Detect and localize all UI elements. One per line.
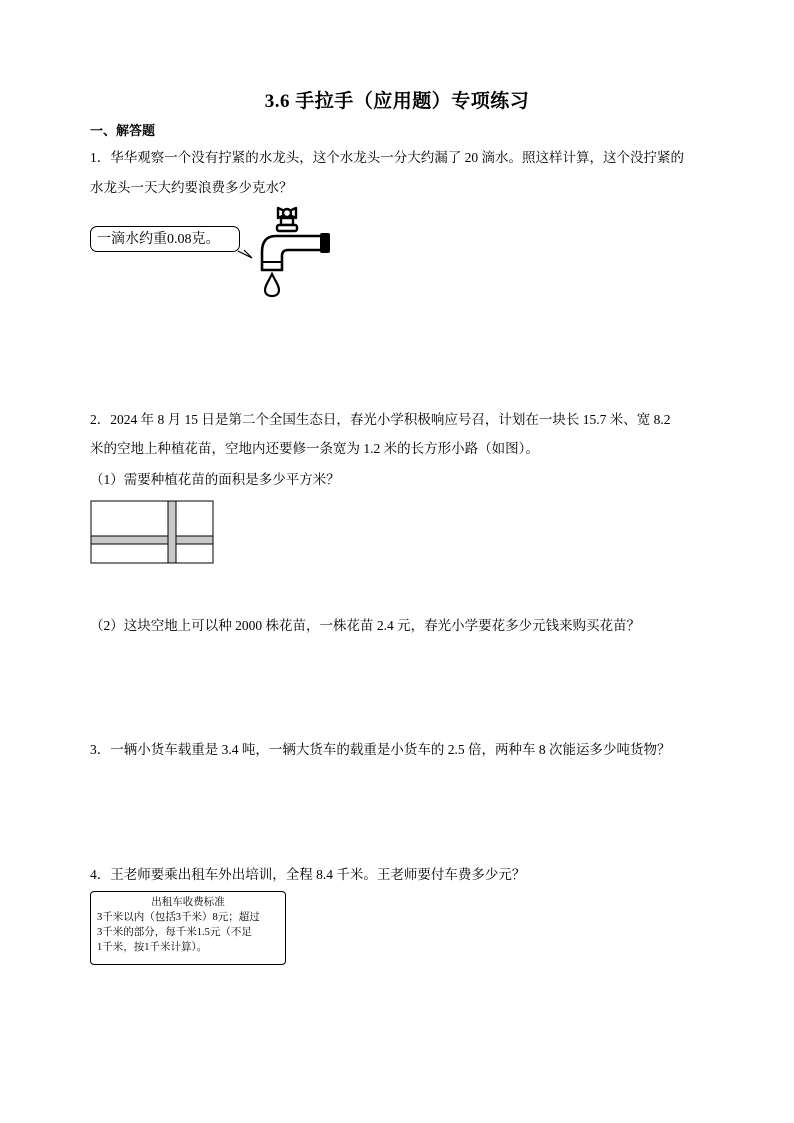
q4-text: 4．王老师要乘出租车外出培训，全程 8.4 千米。王老师要付车费多少元？: [90, 867, 526, 882]
fee-box-line3: 1千米，按1千米计算）。: [97, 942, 208, 953]
q3-text: 3．一辆小货车载重是 3.4 吨，一辆大货车的载重是小货车的 2.5 倍，两种车 8 次能运多少吨货物？: [90, 742, 671, 757]
speech-bubble: 一滴水约重0.08克。: [90, 226, 240, 252]
q2-text-line1: 2．2024 年 8 月 15 日是第二个全国生态日，春光小学积极响应号召，计划在一块长 15.7 米、宽 8.2: [90, 412, 671, 427]
q2-text-line2: 米的空地上种植花苗，空地内还要修一条宽为 1.2 米的长方形小路（如图）。: [90, 441, 539, 456]
q1-text-line1: 1．华华观察一个没有拧紧的水龙头，这个水龙头一分大约漏了 20 滴水。照这样计算，这个没拧紧的: [90, 150, 684, 165]
vertical-path: [168, 501, 176, 563]
fee-box-line2: 3千米的部分，每千米1.5元（不足: [97, 927, 252, 938]
horizontal-path: [91, 536, 213, 544]
taxi-fee-box: [90, 891, 286, 965]
faucet-illustration: [230, 200, 340, 305]
garden-plot-diagram: [90, 500, 216, 566]
fee-box-line1: 3千米以内（包括3千米）8元；超过: [97, 912, 260, 923]
page-title: 3.6 手拉手（应用题）专项练习: [264, 91, 530, 112]
q1-text-line2: 水龙头一天大约要浪费多少克水？: [90, 180, 293, 195]
faucet-icon: [262, 208, 330, 296]
bubble-tail: [238, 250, 252, 258]
plot-outline: [91, 501, 213, 563]
q2-subquestion-2: （2）这块空地上可以种 2000 株花苗，一株花苗 2.4 元，春光小学要花多少元钱来购买花苗？: [90, 618, 641, 633]
section-heading: 一、解答题: [90, 123, 156, 138]
fee-box-title: 出租车收费标准: [151, 897, 225, 908]
q2-subquestion-1: （1）需要种植花苗的面积是多少平方米？: [90, 472, 340, 487]
